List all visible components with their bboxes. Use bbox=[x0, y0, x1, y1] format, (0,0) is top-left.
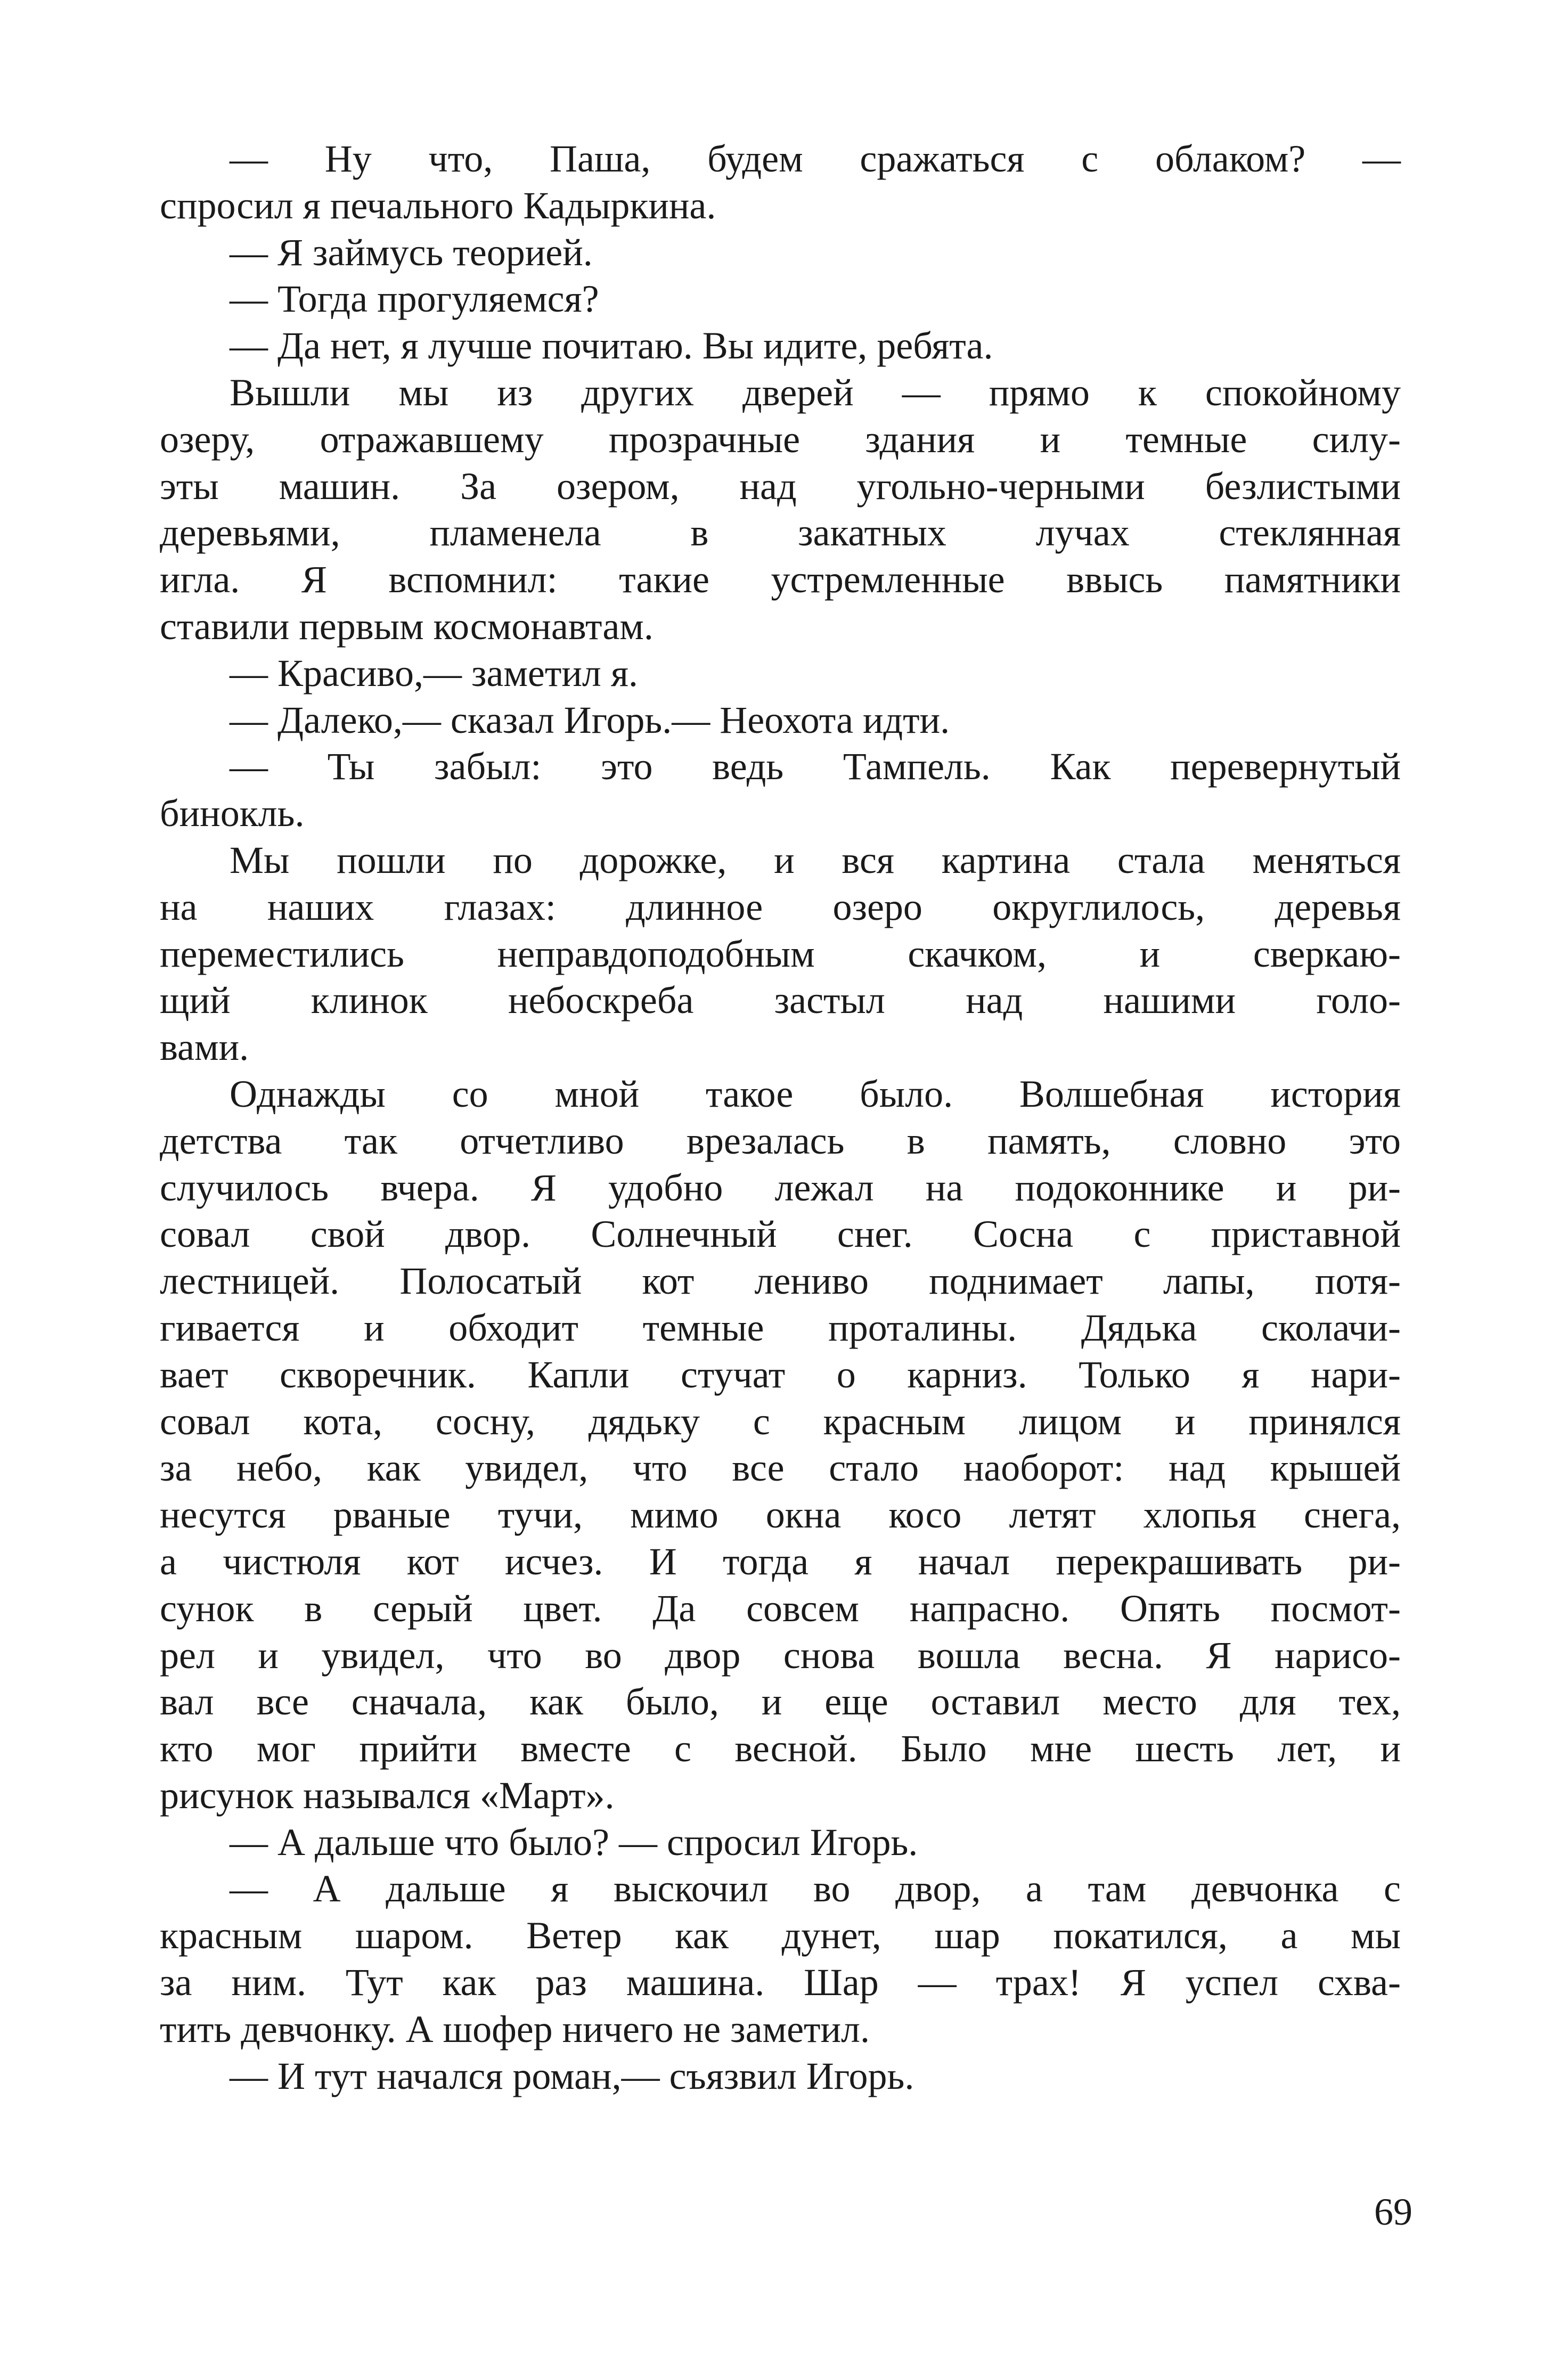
text-line: ставили первым космонавтам. bbox=[160, 604, 654, 648]
text-line: — Я займусь теорией. bbox=[230, 231, 593, 274]
text-line: — Ну что, Паша, будем сражаться с облаком? — bbox=[230, 137, 1401, 180]
text-line: несутся рваные тучи, мимо окна косо летят хлопья снега, bbox=[160, 1493, 1401, 1537]
text-line: случилось вчера. Я удобно лежал на подоконнике и ри- bbox=[160, 1166, 1401, 1209]
text-line: рел и увидел, что во двор снова вошла весна. Я нарисо- bbox=[160, 1633, 1401, 1677]
text-line: совал кота, сосну, дядьку с красным лицом и принялся bbox=[160, 1400, 1401, 1443]
text-line: Однажды со мной такое было. Волшебная история bbox=[230, 1072, 1401, 1115]
text-line: — А дальше я выскочил во двор, а там девчонка с bbox=[230, 1867, 1401, 1910]
text-line: переместились неправдоподобным скачком, и сверкаю- bbox=[160, 932, 1401, 975]
text-line: гивается и обходит темные проталины. Дядька сколачи- bbox=[160, 1306, 1401, 1349]
text-line: игла. Я вспомнил: такие устремленные ввысь памятники bbox=[160, 558, 1401, 601]
text-line: сунок в серый цвет. Да совсем напрасно. Опять посмот- bbox=[160, 1587, 1401, 1630]
text-line: — И тут начался роман,— съязвил Игорь. bbox=[230, 2054, 914, 2097]
text-line: — Да нет, я лучше почитаю. Вы идите, ребята. bbox=[230, 324, 993, 367]
text-line: щий клинок небоскреба застыл над нашими голо- bbox=[160, 979, 1401, 1022]
text-line: лестницей. Полосатый кот лениво поднимает лапы, потя- bbox=[160, 1260, 1401, 1303]
text-line: — Тогда прогуляемся? bbox=[230, 277, 599, 321]
text-line: за небо, как увидел, что все стало наоборот: над крышей bbox=[160, 1447, 1401, 1490]
text-line: деревьями, пламенела в закатных лучах стеклянная bbox=[160, 511, 1401, 554]
text-line: Мы пошли по дорожке, и вся картина стала меняться bbox=[230, 838, 1401, 881]
text-line: — А дальше что было? — спросил Игорь. bbox=[230, 1820, 918, 1864]
text-line: детства так отчетливо врезалась в память, словно это bbox=[160, 1119, 1401, 1162]
text-line: озеру, отражавшему прозрачные здания и темные силу- bbox=[160, 418, 1401, 461]
page-number: 69 bbox=[1374, 2191, 1412, 2233]
text-line: на наших глазах: длинное озеро округлилось, деревья bbox=[160, 885, 1401, 928]
text-line: кто мог прийти вместе с весной. Было мне шесть лет, и bbox=[160, 1727, 1401, 1770]
text-line: — Красиво,— заметил я. bbox=[230, 651, 638, 695]
text-line: вами. bbox=[160, 1026, 249, 1069]
text-line: совал свой двор. Солнечный снег. Сосна с приставной bbox=[160, 1213, 1401, 1256]
text-line: эты машин. За озером, над угольно-черными безлистыми bbox=[160, 464, 1401, 508]
text-line: бинокль. bbox=[160, 792, 305, 835]
text-line: тить девчонку. А шофер ничего не заметил. bbox=[160, 2007, 870, 2050]
text-line: вает скворечник. Капли стучат о карниз. Только я нари- bbox=[160, 1353, 1401, 1396]
page-text bbox=[160, 136, 1401, 2099]
text-line: рисунок назывался «Март». bbox=[160, 1774, 615, 1817]
text-line: Вышли мы из других дверей — прямо к спокойному bbox=[230, 371, 1401, 414]
text-line: за ним. Тут как раз машина. Шар — трах! Я успел схва- bbox=[160, 1961, 1401, 2004]
text-line: — Далеко,— сказал Игорь.— Неохота идти. bbox=[230, 698, 950, 741]
text-line: — Ты забыл: это ведь Тампель. Как перевернутый bbox=[230, 745, 1401, 788]
text-line: красным шаром. Ветер как дунет, шар покатился, а мы bbox=[160, 1914, 1401, 1957]
text-line: а чистюля кот исчез. И тогда я начал перекрашивать ри- bbox=[160, 1540, 1401, 1583]
text-line: вал все сначала, как было, и еще оставил место для тех, bbox=[160, 1680, 1401, 1723]
text-line: спросил я печального Кадыркина. bbox=[160, 184, 716, 227]
